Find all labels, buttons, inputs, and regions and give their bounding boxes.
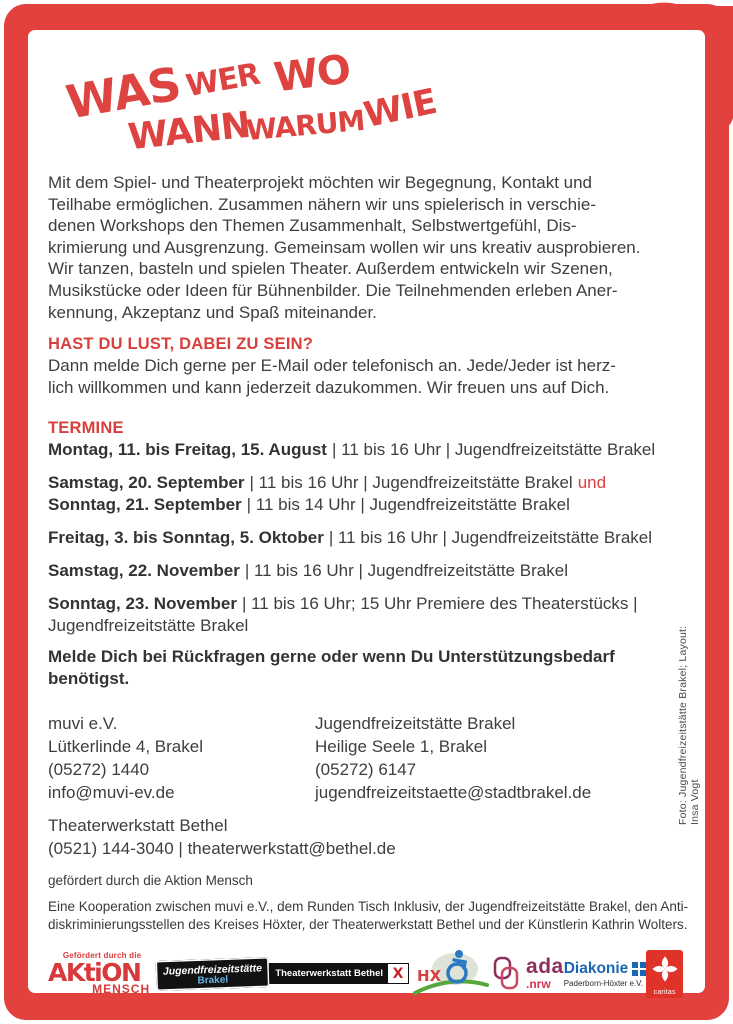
termine-item	[48, 439, 691, 461]
partner-logos-row	[48, 944, 689, 1004]
caritas-wordmark: caritas	[653, 988, 676, 996]
intro-line: krimierung und Ausgrenzung. Gemeinsam wollen wir uns kreativ ausprobieren.	[48, 237, 641, 257]
termine-connector: und	[577, 473, 607, 493]
hx-label: HX	[417, 966, 442, 985]
support-note-line: Melde Dich bei Rückfragen gerne oder wenn Du Unterstützungsbedarf	[48, 647, 615, 667]
speech-bubbles-icon	[493, 956, 521, 992]
jfs-stamp-line1: Jugendfreizeitstätte	[162, 961, 263, 978]
termine-date: Samstag, 22. November	[48, 561, 240, 581]
termine-details: | 11 bis 14 Uhr | Jugendfreizeitstätte Brakel	[246, 495, 570, 515]
termine-details: | 11 bis 16 Uhr | Jugendfreizeitstätte Brakel	[328, 528, 653, 548]
intro-line: Mit dem Spiel- und Theaterprojekt möchten wir Begegnung, Kontakt und	[48, 173, 592, 192]
content-sheet	[28, 30, 705, 997]
headline-word-wo: WO	[271, 46, 353, 102]
diakonie-subtitle: Paderborn-Höxter e.V.	[563, 978, 644, 988]
contact-email: info@muvi-ev.de	[48, 782, 175, 802]
intro-line: denen Workshops den Themen Zusammenhalt, Selbstwertgefühl, Dis-	[48, 216, 577, 236]
contact-line: (0521) 144-3040 | theaterwerkstatt@bethel.de	[48, 838, 396, 858]
contact-name: Theaterwerkstatt Bethel	[48, 815, 228, 835]
logo-theaterwerkstatt-bethel	[269, 963, 409, 984]
ada-wordmark	[526, 956, 564, 991]
termine-date: Montag, 11. bis Freitag, 15. August	[48, 440, 327, 460]
termine-item	[48, 527, 691, 549]
logo-caritas	[646, 950, 683, 998]
headline-word-was: WAS	[62, 56, 185, 130]
termine-date: Sonntag, 21. September	[48, 495, 242, 515]
intro-line: Wir tanzen, basteln und spielen Theater. Außerdem entwickeln wir Szenen,	[48, 259, 613, 279]
termine-date: Freitag, 3. bis Sonntag, 5. Oktober	[48, 528, 324, 548]
termine-date: Sonntag, 23. November	[48, 594, 237, 614]
headline-word-wann: WANN	[126, 104, 252, 159]
support-note-line: benötigst.	[48, 668, 130, 688]
photo-credit: Foto: Jugendfreizeitstätte Brakel; Layout: Insa Vogt	[677, 625, 701, 825]
funding-note: gefördert durch die Aktion Mensch	[48, 872, 253, 888]
termine-item	[48, 494, 691, 516]
aktion-mensch-wordmark-sub: MENSCH	[92, 982, 151, 997]
theaterwerkstatt-label: Theaterwerkstatt Bethel	[270, 964, 388, 983]
invite-line: Dann melde Dich gerne per E-Mail oder telefonisch an. Jede/Jeder ist herz-	[48, 356, 616, 376]
logo-jugendfreizeitstaette-stamp	[156, 957, 270, 991]
logo-aktion-mensch	[48, 951, 156, 996]
flame-cross-icon	[651, 954, 679, 984]
contact-name: muvi e.V.	[48, 713, 118, 733]
termine-list	[48, 439, 691, 637]
cooperation-line: Eine Kooperation zwischen muvi e.V., dem Runden Tisch Inklusiv, der Jugendfreizeitstätte Brakel, den Anti-	[48, 898, 689, 914]
termine-item	[48, 472, 691, 494]
termine-item	[48, 593, 691, 637]
contact-jugendfreizeitstaette	[315, 712, 591, 804]
contact-name: Jugendfreizeitstätte Brakel	[315, 713, 516, 733]
cooperation-line: diskriminierungsstellen des Kreises Höxter, der Theaterwerkstatt Bethel und der Künstlerin Kathrin Wolters.	[48, 916, 688, 932]
termine-date: Samstag, 20. September	[48, 473, 245, 493]
aktion-mensch-tagline: Gefördert durch die	[62, 951, 142, 961]
invite-heading: HAST DU LUST, DABEI ZU SEIN?	[48, 335, 314, 354]
diakonie-wordmark: Diakonie	[563, 959, 629, 977]
termine-item	[48, 560, 691, 582]
termine-details: | 11 bis 16 Uhr; 15 Uhr Premiere des Theaterstücks | Jugendfreizeitstätte Brakel	[48, 594, 638, 636]
intro-line: Musikstücke oder Ideen für Bühnenbilder. Die Teilnehmenden erleben Aner-	[48, 280, 618, 300]
intro-line: Teilhabe ermöglichen. Zusammen nähern wir uns spielerisch in verschie-	[48, 194, 597, 214]
contact-muvi	[48, 712, 315, 804]
termine-details: | 11 bis 16 Uhr | Jugendfreizeitstätte Brakel	[331, 440, 656, 460]
headline-word-wer: WER	[183, 56, 263, 105]
logo-hx-inklusiv	[409, 947, 493, 1001]
headline-word-warum: WARUM	[244, 103, 366, 148]
intro-paragraph	[48, 172, 689, 323]
headline	[48, 44, 689, 159]
termine-details: | 11 bis 16 Uhr | Jugendfreizeitstätte Brakel	[244, 561, 568, 581]
logo-diakonie	[564, 960, 647, 988]
invite-line: lich willkommen und kann jederzeit dazukommen. Wir freuen uns auf Dich.	[48, 377, 610, 397]
jfs-stamp-line2: Brakel	[197, 973, 229, 987]
contact-email: jugendfreizeitstaette@stadtbrakel.de	[315, 782, 592, 802]
support-note	[48, 646, 689, 689]
contact-phone: (05272) 1440	[48, 759, 150, 779]
cooperation-paragraph	[48, 898, 689, 934]
crown-cross-icon	[632, 962, 646, 976]
termine-heading: TERMINE	[48, 419, 124, 438]
intro-line: kennung, Akzeptanz und Spaß miteinander.	[48, 302, 377, 322]
contact-address: Heilige Seele 1, Brakel	[315, 736, 487, 756]
contact-bethel	[48, 814, 689, 860]
ada-line1: ada	[526, 955, 564, 979]
contact-phone: (05272) 6147	[315, 759, 417, 779]
termine-details: | 11 bis 16 Uhr | Jugendfreizeitstätte Brakel	[249, 473, 573, 493]
contact-address: Lütkerlinde 4, Brakel	[48, 736, 203, 756]
aktion-mensch-wordmark: AKtiON	[48, 958, 141, 988]
theaterwerkstatt-x-icon: X	[392, 965, 404, 982]
headline-word-wie: WIE	[360, 81, 440, 137]
contacts	[48, 712, 689, 804]
logo-ada-nrw	[493, 956, 564, 992]
ada-line2: .nrw	[526, 977, 551, 992]
invite-paragraph	[48, 355, 689, 398]
